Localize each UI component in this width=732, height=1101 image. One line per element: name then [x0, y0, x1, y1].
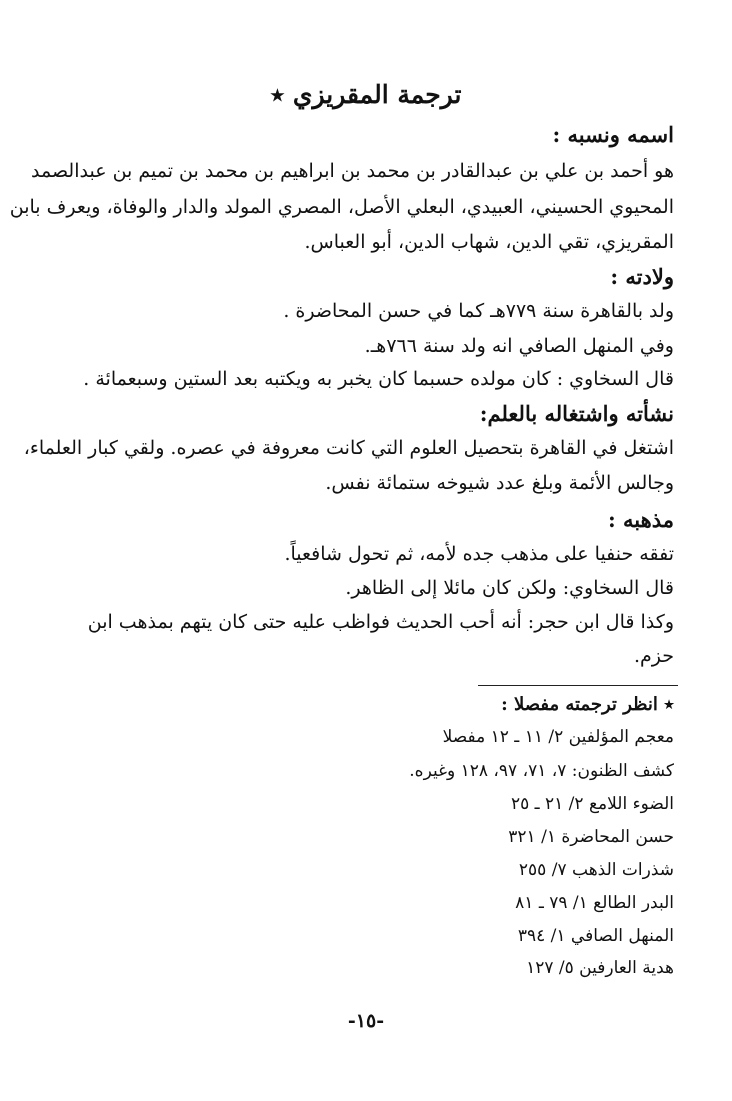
paragraph-line: حزم.: [633, 645, 674, 667]
paragraph-line: وجالس الأئمة وبلغ عدد شيوخه ستمائة نفس.: [325, 472, 674, 494]
footnote-item: البدر الطالع ١/ ٧٩ ـ ٨١: [515, 893, 674, 913]
paragraph-line: قال السخاوي: ولكن كان مائلا إلى الظاهر.: [345, 577, 674, 599]
section-heading-madhhab: مذهبه :: [607, 507, 674, 532]
page-number: -١٥-: [347, 1010, 385, 1032]
footnote-item: معجم المؤلفين ٢/ ١١ ـ ١٢ مفصلا: [442, 727, 674, 747]
paragraph-line: وكذا قال ابن حجر: أنه أحب الحديث فواظب عليه حتى كان يتهم بمذهب ابن: [87, 611, 674, 633]
paragraph-line: ولد بالقاهرة سنة ٧٧٩هـ كما في حسن المحاضرة .: [283, 300, 674, 322]
paragraph-line: المحيوي الحسيني، العبيدي، البعلي الأصل، المصري المولد والدار والوفاة، ويعرف بابن: [9, 196, 674, 218]
paragraph-line: هو أحمد بن علي بن عبدالقادر بن محمد بن ابراهيم بن محمد بن تميم بن عبدالصمد: [30, 160, 674, 182]
footnote-item: شذرات الذهب ٧/ ٢٥٥: [518, 860, 674, 880]
footnote-item: حسن المحاضرة ١/ ٣٢١: [508, 827, 674, 847]
paragraph-line: اشتغل في القاهرة بتحصيل العلوم التي كانت معروفة في عصره. ولقي كبار العلماء،: [23, 437, 674, 459]
footnote-heading: ٭ انظر ترجمته مفصلا :: [501, 694, 674, 715]
section-heading-name: اسمه ونسبه :: [552, 122, 674, 147]
paragraph-line: المقريزي، تقي الدين، شهاب الدين، أبو العباس.: [304, 231, 674, 253]
footnote-item: المنهل الصافي ١/ ٣٩٤: [517, 926, 674, 946]
page-title: ترجمة المقريزي ٭: [270, 80, 462, 109]
footnote-item: كشف الظنون: ٧، ٧١، ٩٧، ١٢٨ وغيره.: [409, 761, 674, 781]
footnote-item: الضوء اللامع ٢/ ٢١ ـ ٢٥: [510, 794, 674, 814]
paragraph-line: قال السخاوي : كان مولده حسبما كان يخبر به ويكتبه بعد الستين وسبعمائة .: [83, 368, 674, 390]
footnote-divider: [478, 685, 678, 686]
paragraph-line: تفقه حنفيا على مذهب جده لأمه، ثم تحول شافعياً.: [284, 543, 674, 565]
section-heading-birth: ولادته :: [610, 264, 674, 289]
footnote-item: هدية العارفين ٥/ ١٢٧: [526, 958, 674, 978]
paragraph-line: وفي المنهل الصافي انه ولد سنة ٧٦٦هـ.: [364, 335, 674, 357]
section-heading-upbringing: نشأته واشتغاله بالعلم:: [479, 401, 674, 426]
